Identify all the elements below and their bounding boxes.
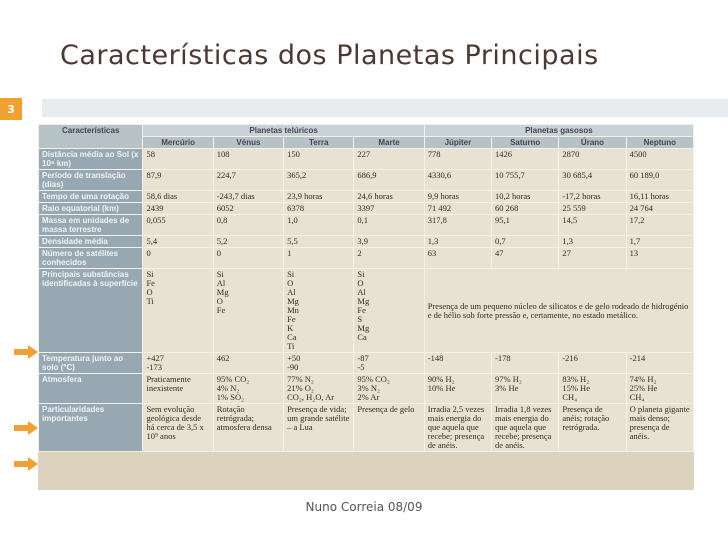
table-cell: 23,9 horas — [284, 191, 354, 203]
table-row — [39, 215, 694, 236]
table-cell: 5,2 — [213, 236, 283, 248]
table-cell: 60 189,0 — [626, 170, 693, 191]
row-label: Principais substâncias identificadas à superfície — [39, 269, 143, 353]
table-cell: 24 764 — [626, 203, 693, 215]
table-cell: 227 — [354, 149, 424, 170]
table-row-particularities — [39, 404, 694, 452]
table-cell: 58,6 dias — [143, 191, 213, 203]
slide-footer: Nuno Correia 08/09 — [305, 500, 423, 514]
table-cell: 77% N₂ 21% O₂ CO₂, H₂O, Ar — [284, 374, 354, 404]
table-cell: 2 — [354, 248, 424, 269]
table-cell: 3397 — [354, 203, 424, 215]
table-cell: 17,2 — [626, 215, 693, 236]
table-cell: 365,2 — [284, 170, 354, 191]
table-cell: 27 — [559, 248, 626, 269]
table-cell: 1 — [284, 248, 354, 269]
table-cell: 0 — [143, 248, 213, 269]
table-cell: 150 — [284, 149, 354, 170]
row-label: Número de satélites conhecidos — [39, 248, 143, 269]
table-cell: Presença de vida; um grande satélite – a Lua — [284, 404, 354, 452]
table-cell: 87,9 — [143, 170, 213, 191]
planet-header: Terra — [284, 137, 354, 149]
highlight-arrow-surface — [14, 344, 38, 358]
table-cell: 4330,6 — [424, 170, 491, 191]
table-row — [39, 248, 694, 269]
gaseous-surface-note: Presença de um pequeno núcleo de silicatos e de gelo rodeado de hidrogénio e de hélio sob forte pressão e, certamente, no estado metálico. — [424, 269, 693, 353]
planet-header: Marte — [354, 137, 424, 149]
row-label: Temperatura junto ao solo (°C) — [39, 353, 143, 374]
table-cell: -216 — [559, 353, 626, 374]
table-row — [39, 170, 694, 191]
table-cell: 95% CO₂ 4% N₂ 1% SO₂ — [213, 374, 283, 404]
table-cell: -148 — [424, 353, 491, 374]
table-cell: 10 755,7 — [492, 170, 559, 191]
table-cell: 97% H₂ 3% He — [492, 374, 559, 404]
row-label: Massa em unidades de massa terrestre — [39, 215, 143, 236]
table-cell: 83% H₂ 15% He CH₄ — [559, 374, 626, 404]
row-label: Distância média ao Sol (x 10⁶ km) — [39, 149, 143, 170]
table-cell: 108 — [213, 149, 283, 170]
row-label: Atmosfera — [39, 374, 143, 404]
table-cell: Presença de gelo — [354, 404, 424, 452]
highlight-arrow-atmosphere — [14, 420, 38, 434]
table-cell: 6378 — [284, 203, 354, 215]
row-label: Período de translação (dias) — [39, 170, 143, 191]
highlight-arrow-particularities — [14, 456, 38, 470]
table-cell: 1,7 — [626, 236, 693, 248]
table-cell: O planeta gigante mais denso; presença de anéis. — [626, 404, 693, 452]
table-row — [39, 236, 694, 248]
table-cell: 10,2 horas — [492, 191, 559, 203]
table-cell: 14,5 — [559, 215, 626, 236]
table-cell: 0,8 — [213, 215, 283, 236]
table-cell: 0,055 — [143, 215, 213, 236]
planet-header: Úrano — [559, 137, 626, 149]
table-row — [39, 203, 694, 215]
table-cell: 778 — [424, 149, 491, 170]
row-label: Densidade média — [39, 236, 143, 248]
title-underline-bar — [42, 99, 728, 117]
table-cell: 686,9 — [354, 170, 424, 191]
table-cell: 71 492 — [424, 203, 491, 215]
table-cell: Sem evolução geológica desde há cerca de 3,5 x 10⁹ anos — [143, 404, 213, 452]
corner-label: Características — [39, 125, 143, 149]
table-cell: 6052 — [213, 203, 283, 215]
slide-number: 3 — [0, 98, 22, 120]
table-cell: 95,1 — [492, 215, 559, 236]
table-row-temperature — [39, 353, 694, 374]
row-label: Tempo de uma rotação — [39, 191, 143, 203]
table-cell: 25 559 — [559, 203, 626, 215]
table-cell: 30 685,4 — [559, 170, 626, 191]
table-cell: Si Al Mg O Fe — [213, 269, 283, 353]
table-cell: 5,5 — [284, 236, 354, 248]
planet-header: Mercúrio — [143, 137, 213, 149]
table-row — [39, 149, 694, 170]
table-cell: 90% H₂ 10% He — [424, 374, 491, 404]
table-cell: Si Fe O Ti — [143, 269, 213, 353]
table-cell: 0,1 — [354, 215, 424, 236]
table-cell: -214 — [626, 353, 693, 374]
table-cell: Irradia 2,5 vezes mais energia do que aquela que recebe; presença de anéis. — [424, 404, 491, 452]
table-cell: 462 — [213, 353, 283, 374]
table-cell: 60 268 — [492, 203, 559, 215]
planet-header: Saturno — [492, 137, 559, 149]
table-cell: 13 — [626, 248, 693, 269]
table-cell: 1,3 — [424, 236, 491, 248]
table-row-atmosphere — [39, 374, 694, 404]
table-cell: +427 -173 — [143, 353, 213, 374]
table-cell: -243,7 dias — [213, 191, 283, 203]
table-cell: 9,9 horas — [424, 191, 491, 203]
table-cell: 224,7 — [213, 170, 283, 191]
table-cell: 16,11 horas — [626, 191, 693, 203]
table-cell: 317,8 — [424, 215, 491, 236]
group-gaseous: Planetas gasosos — [424, 125, 693, 137]
table-cell: Si O Al Mg Mn Fe K Ca Ti — [284, 269, 354, 353]
table-cell: Presença de anéis; rotação retrógrada. — [559, 404, 626, 452]
table-cell: Irradia 1,8 vezes mais energia do que aquela que recebe; presença de anéis. — [492, 404, 559, 452]
table-cell: +50 -90 — [284, 353, 354, 374]
table-cell: -87 -5 — [354, 353, 424, 374]
planet-header: Neptuno — [626, 137, 693, 149]
table-cell: 3,9 — [354, 236, 424, 248]
table-cell: 24,6 horas — [354, 191, 424, 203]
table-cell: 63 — [424, 248, 491, 269]
table-cell: 1426 — [492, 149, 559, 170]
table-cell: 1,0 — [284, 215, 354, 236]
table-cell: 58 — [143, 149, 213, 170]
table-cell: 95% CO₂ 3% N₂ 2% Ar — [354, 374, 424, 404]
row-label: Raio equatorial (km) — [39, 203, 143, 215]
table-cell: 74% H₂ 25% He CH₄ — [626, 374, 693, 404]
table-cell: Praticamente inexistente — [143, 374, 213, 404]
table-cell: 47 — [492, 248, 559, 269]
table-cell: 1,3 — [559, 236, 626, 248]
planet-header: Júpiter — [424, 137, 491, 149]
table-cell: Si O Al Mg Fe S Mg Ca — [354, 269, 424, 353]
table-cell: Rotação retrógrada; atmosfera densa — [213, 404, 283, 452]
group-telluric: Planetas telúricos — [143, 125, 424, 137]
table-row-surface — [39, 269, 694, 353]
slide-title: Características dos Planetas Principais — [60, 40, 599, 71]
table-row — [39, 191, 694, 203]
planet-characteristics-table — [38, 124, 694, 490]
table-cell: 0 — [213, 248, 283, 269]
row-label: Particularidades importantes — [39, 404, 143, 452]
table-cell: -17,2 horas — [559, 191, 626, 203]
table-cell: 5,4 — [143, 236, 213, 248]
table-cell: -178 — [492, 353, 559, 374]
table-cell: 2870 — [559, 149, 626, 170]
planet-header: Vénus — [213, 137, 283, 149]
table-cell: 2439 — [143, 203, 213, 215]
table-cell: 0,7 — [492, 236, 559, 248]
table-cell: 4500 — [626, 149, 693, 170]
